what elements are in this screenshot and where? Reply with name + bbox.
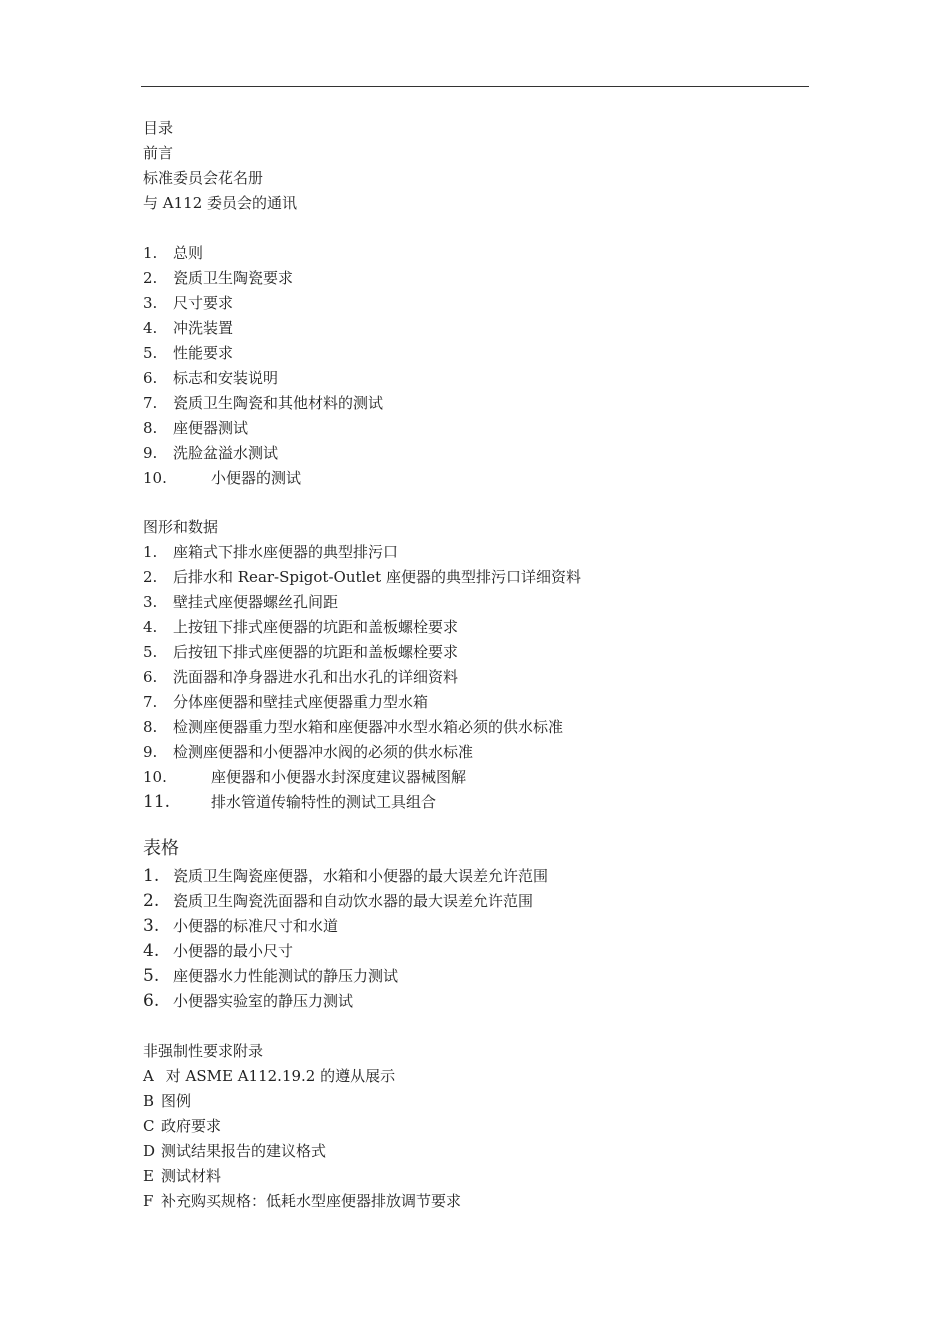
toc-chapter-item — [143, 243, 203, 263]
item-title: 瓷质卫生陶瓷要求 — [173, 269, 294, 287]
item-title: 小便器实验室的静压力测试 — [173, 992, 354, 1010]
toc-chapter-item — [143, 393, 383, 413]
figures-heading: 图形和数据 — [143, 518, 219, 536]
item-number: 5. — [143, 344, 158, 362]
item-title: 对 ASME A112.19.2 的遵从展示 — [161, 1067, 396, 1085]
toc-front-item: 标准委员会花名册 — [143, 169, 264, 187]
toc-chapter-item — [143, 343, 233, 363]
toc-table-item — [143, 966, 398, 986]
toc-table-item — [143, 866, 548, 886]
toc-table-item — [143, 916, 338, 936]
toc-figure-item — [143, 567, 581, 587]
toc-front-item: 目录 — [143, 119, 174, 137]
item-title: 瓷质卫生陶瓷和其他材料的测试 — [173, 394, 384, 412]
toc-figure-item — [143, 792, 436, 812]
item-title: 排水管道传输特性的测试工具组合 — [211, 793, 437, 811]
tables-heading: 表格 — [143, 838, 179, 859]
item-title: 测试材料 — [161, 1167, 222, 1185]
toc-figure-item — [143, 667, 458, 687]
item-letter: D — [143, 1142, 156, 1160]
toc-figure-item — [143, 642, 458, 662]
item-title: 壁挂式座便器螺丝孔间距 — [173, 593, 339, 611]
toc-appendix-item — [143, 1141, 326, 1161]
item-number: 7. — [143, 394, 158, 412]
toc-front-item: 前言 — [143, 144, 174, 162]
item-letter: E — [143, 1167, 154, 1185]
toc-table-item — [143, 991, 353, 1011]
item-number: 4. — [143, 618, 158, 636]
appendices-heading: 非强制性要求附录 — [143, 1042, 264, 1060]
toc-figure-item — [143, 617, 458, 637]
toc-figure-item — [143, 592, 338, 612]
item-title: 政府要求 — [161, 1117, 222, 1135]
header-rule — [141, 86, 809, 87]
item-number: 10. — [143, 469, 167, 487]
toc-chapter-item — [143, 293, 233, 313]
toc-chapter-item — [143, 443, 278, 463]
item-number: 2. — [143, 891, 160, 911]
item-number: 2. — [143, 269, 158, 287]
item-number: 5. — [143, 643, 158, 661]
item-number: 3. — [143, 593, 158, 611]
item-letter: F — [143, 1192, 154, 1210]
item-number: 2. — [143, 568, 158, 586]
item-title: 分体座便器和壁挂式座便器重力型水箱 — [173, 693, 429, 711]
toc-figure-item — [143, 542, 398, 562]
item-title: 标志和安装说明 — [173, 369, 279, 387]
item-title: 洗脸盆溢水测试 — [173, 444, 279, 462]
item-number: 4. — [143, 319, 158, 337]
item-title: 尺寸要求 — [173, 294, 234, 312]
item-number: 8. — [143, 718, 158, 736]
item-title: 性能要求 — [173, 344, 234, 362]
item-number: 5. — [143, 966, 160, 986]
item-title: 冲洗装置 — [173, 319, 234, 337]
item-letter: A — [143, 1067, 154, 1085]
toc-appendix-item — [143, 1116, 221, 1136]
item-title: 图例 — [161, 1092, 192, 1110]
item-number: 1. — [143, 866, 160, 886]
toc-chapter-item — [143, 468, 301, 488]
item-title: 瓷质卫生陶瓷洗面器和自动饮水器的最大误差允许范围 — [173, 892, 534, 910]
item-number: 9. — [143, 444, 158, 462]
item-number: 3. — [143, 916, 160, 936]
item-number: 7. — [143, 693, 158, 711]
toc-appendix-item — [143, 1091, 191, 1111]
item-number: 9. — [143, 743, 158, 761]
item-letter: C — [143, 1117, 155, 1135]
item-title: 座便器测试 — [173, 419, 249, 437]
item-title: 上按钮下排式座便器的坑距和盖板螺栓要求 — [173, 618, 459, 636]
toc-chapter-item — [143, 418, 248, 438]
toc-appendix-item — [143, 1066, 395, 1086]
item-number: 1. — [143, 543, 158, 561]
toc-appendix-item — [143, 1166, 221, 1186]
toc-figure-item — [143, 767, 466, 787]
toc-table-item — [143, 941, 293, 961]
toc-table-item — [143, 891, 533, 911]
item-title: 后排水和 Rear-Spigot-Outlet 座便器的典型排污口详细资料 — [173, 568, 581, 586]
toc-chapter-item — [143, 368, 278, 388]
item-number: 6. — [143, 991, 160, 1011]
item-number: 3. — [143, 294, 158, 312]
item-title: 后按钮下排式座便器的坑距和盖板螺栓要求 — [173, 643, 459, 661]
item-title: 小便器的标准尺寸和水道 — [173, 917, 339, 935]
item-title: 小便器的最小尺寸 — [173, 942, 294, 960]
item-title: 瓷质卫生陶瓷座便器，水箱和小便器的最大误差允许范围 — [173, 867, 549, 885]
toc-figure-item — [143, 742, 473, 762]
item-title: 小便器的测试 — [211, 469, 302, 487]
item-title: 测试结果报告的建议格式 — [161, 1142, 327, 1160]
item-title: 补充购买规格：低耗水型座便器排放调节要求 — [161, 1192, 462, 1210]
toc-chapter-item — [143, 318, 233, 338]
item-letter: B — [143, 1092, 155, 1110]
item-title: 洗面器和净身器进水孔和出水孔的详细资料 — [173, 668, 459, 686]
item-title: 总则 — [173, 244, 204, 262]
item-title: 检测座便器重力型水箱和座便器冲水型水箱必须的供水标准 — [173, 718, 564, 736]
toc-chapter-item — [143, 268, 293, 288]
item-title: 座箱式下排水座便器的典型排污口 — [173, 543, 399, 561]
toc-figure-item — [143, 692, 428, 712]
item-title: 座便器水力性能测试的静压力测试 — [173, 967, 399, 985]
item-number: 4. — [143, 941, 160, 961]
item-number: 10. — [143, 768, 167, 786]
toc-appendix-item — [143, 1191, 461, 1211]
item-number: 6. — [143, 668, 158, 686]
toc-figure-item — [143, 717, 563, 737]
item-title: 座便器和小便器水封深度建议器械图解 — [211, 768, 467, 786]
item-title: 检测座便器和小便器冲水阀的必须的供水标准 — [173, 743, 474, 761]
item-number: 1. — [143, 244, 158, 262]
toc-front-item: 与 A112 委员会的通讯 — [143, 194, 297, 212]
item-number: 8. — [143, 419, 158, 437]
item-number: 11. — [143, 792, 171, 812]
item-number: 6. — [143, 369, 158, 387]
